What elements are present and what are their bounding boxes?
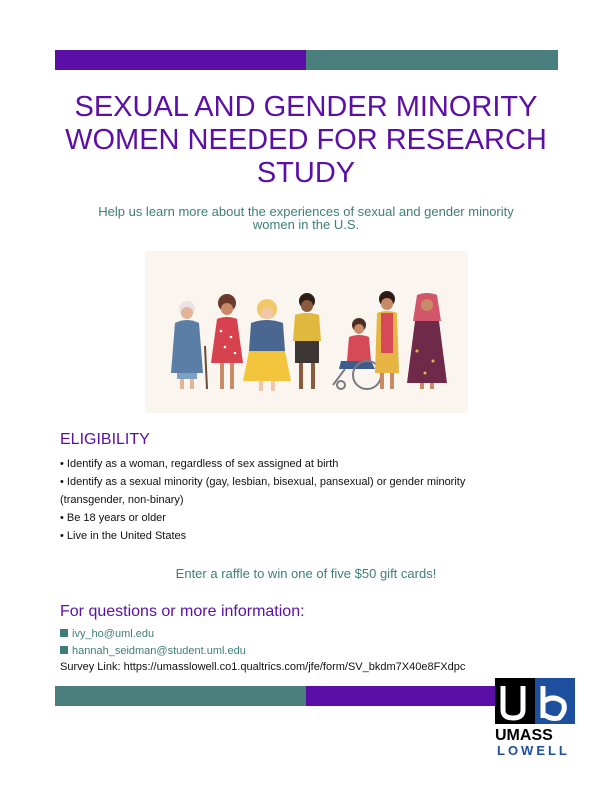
raffle-text: Enter a raffle to win one of five $50 gift cards! bbox=[175, 566, 437, 581]
subtitle bbox=[74, 205, 538, 231]
contact-email-1[interactable] bbox=[60, 628, 154, 640]
survey-link[interactable]: https://umasslowell.co1.qualtrics.com/jfe/form/SV_bkdm7X40e8FXdpc bbox=[123, 661, 466, 673]
eligibility-item: (transgender, non-binary) bbox=[60, 494, 184, 506]
contact-email-2[interactable] bbox=[60, 645, 246, 657]
survey-label: Survey Link: bbox=[60, 661, 124, 673]
subtitle-line-2: women in the U.S. bbox=[252, 217, 360, 232]
top-bar-teal bbox=[306, 50, 558, 70]
eligibility-item: • Identify as a sexual minority (gay, lesbian, bisexual, pansexual) or gender minority bbox=[60, 476, 466, 488]
contact-heading: For questions or more information: bbox=[60, 603, 305, 620]
eligibility-list bbox=[60, 455, 530, 545]
logo-text-lowell: LOWELL bbox=[497, 743, 570, 758]
logo-text-umass: UMASS bbox=[495, 727, 553, 744]
email-link[interactable]: ivy_ho@uml.edu bbox=[72, 628, 155, 640]
eligibility-item: • Identify as a woman, regardless of sex assigned at birth bbox=[60, 458, 339, 470]
bottom-bar-purple bbox=[306, 686, 496, 706]
eligibility-item: • Be 18 years or older bbox=[60, 512, 166, 524]
bullet-square-icon bbox=[60, 646, 68, 654]
eligibility-heading: ELIGIBILITY bbox=[60, 431, 150, 448]
bullet-square-icon bbox=[60, 629, 68, 637]
umass-lowell-logo bbox=[493, 676, 577, 760]
top-bar-purple bbox=[55, 50, 306, 70]
title-line-1: SEXUAL AND GENDER MINORITY bbox=[74, 91, 538, 123]
woman-figure-7 bbox=[407, 293, 447, 389]
woman-figure-4 bbox=[293, 293, 321, 389]
survey-link-line bbox=[60, 661, 465, 673]
title-line-2: WOMEN NEEDED FOR RESEARCH bbox=[65, 124, 547, 156]
woman-figure-1 bbox=[171, 301, 207, 389]
woman-figure-3 bbox=[243, 299, 291, 391]
woman-figure-5 bbox=[333, 318, 381, 389]
title-line-3: STUDY bbox=[256, 157, 356, 189]
woman-figure-2 bbox=[211, 294, 243, 389]
bottom-bar-teal bbox=[55, 686, 306, 706]
subtitle-line-1: Help us learn more about the experiences of sexual and gender minority bbox=[98, 204, 514, 219]
women-illustration bbox=[145, 251, 468, 413]
email-link[interactable]: hannah_seidman@student.uml.edu bbox=[72, 645, 246, 657]
page-title bbox=[60, 91, 552, 190]
woman-figure-6 bbox=[375, 291, 399, 389]
eligibility-item: • Live in the United States bbox=[60, 530, 187, 542]
